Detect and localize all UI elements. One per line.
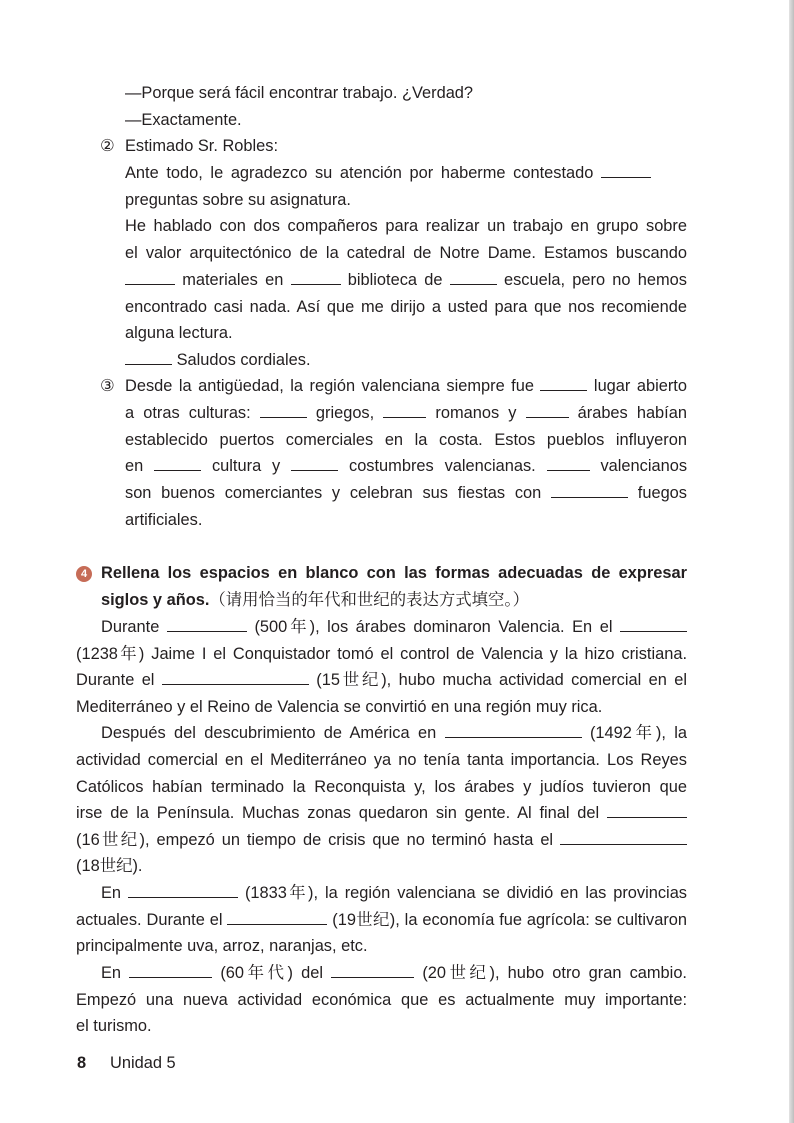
exercise-4-title-cont: siglos y años.（请用恰当的年代和世纪的表达方式填空。）: [101, 591, 530, 609]
blank[interactable]: [383, 403, 426, 418]
blank[interactable]: [125, 270, 175, 285]
blank[interactable]: [162, 670, 309, 685]
p2-line-6: (18世纪).: [76, 857, 143, 875]
p1-line-4: Mediterráneo y el Reino de Valencia se convirtió en una región muy rica.: [76, 698, 603, 716]
blank[interactable]: [547, 456, 590, 471]
page-edge-shadow: [789, 0, 794, 1123]
blank[interactable]: [128, 883, 238, 898]
text3-line-4: en cultura y costumbres valencianas. valencianos: [125, 457, 688, 475]
unit-label: Unidad 5: [110, 1054, 176, 1072]
blank[interactable]: [601, 163, 651, 178]
p3-line-3: principalmente uva, arroz, naranjas, etc.: [76, 937, 368, 955]
p2-line-5: (16世纪), empezó un tiempo de crisis que no terminó hasta el: [76, 829, 687, 851]
blank[interactable]: [291, 270, 341, 285]
text3-line-1: Desde la antigüedad, la región valenciana siempre fue lugar abierto: [125, 377, 687, 395]
p1-line-2: (1238年) Jaime I el Conquistador tomó el control de Valencia y la hizo cristiana.: [76, 645, 687, 663]
dialog-line-2: —Exactamente.: [125, 111, 242, 129]
letter-line-1: Ante todo, le agradezco su atención por haberme contestado: [125, 162, 651, 184]
letter-line-6: encontrado casi nada. Así que me dirijo a usted para que nos recomiende: [125, 298, 687, 316]
blank[interactable]: [227, 910, 327, 925]
letter-line-7: alguna lectura.: [125, 324, 233, 342]
blank[interactable]: [291, 456, 338, 471]
letter-line-5: materiales en biblioteca de escuela, pero no hemos: [125, 269, 687, 291]
blank[interactable]: [560, 830, 687, 845]
blank[interactable]: [526, 403, 569, 418]
blank[interactable]: [540, 376, 587, 391]
blank[interactable]: [450, 270, 497, 285]
page-number: 8: [77, 1054, 87, 1072]
p2-line-4: irse de la Península. Muchas zonas quedaron sin gente. Al final del: [76, 802, 687, 824]
item-2-marker: ②: [100, 137, 115, 155]
blank[interactable]: [129, 963, 212, 978]
p4-line-2: Empezó una nueva actividad económica que es actualmente muy importante:: [76, 991, 687, 1009]
blank[interactable]: [125, 350, 172, 365]
letter-line-4: el valor arquitectónico de la catedral de Notre Dame. Estamos buscando: [125, 244, 687, 262]
blank[interactable]: [445, 723, 582, 738]
p2-line-3: Católicos habían terminado la Reconquista y, los árabes y judíos tuvieron que: [76, 778, 687, 796]
text3-line-5: son buenos comerciantes y celebran sus fiestas con fuegos: [125, 484, 687, 502]
exercise-number-badge: 4: [76, 566, 92, 582]
letter-salutation: Estimado Sr. Robles:: [125, 137, 279, 155]
p2-line-1: Después del descubrimiento de América en (1492年), la: [101, 724, 688, 742]
blank[interactable]: [331, 963, 414, 978]
letter-line-2: preguntas sobre su asignatura.: [125, 191, 351, 209]
dialog-line-1: —Porque será fácil encontrar trabajo. ¿Verdad?: [125, 84, 474, 102]
blank[interactable]: [620, 617, 687, 632]
blank[interactable]: [167, 617, 247, 632]
p1-line-1: Durante (500年), los árabes dominaron Valencia. En el: [101, 616, 687, 638]
text3-line-3: establecido puertos comerciales en la costa. Estos pueblos influyeron: [125, 431, 687, 449]
letter-line-3: He hablado con dos compañeros para realizar un trabajo en grupo sobre: [125, 217, 687, 235]
p4-line-1: En (60年代) del (20世纪), hubo otro gran cambio.: [101, 964, 687, 982]
blank[interactable]: [607, 803, 687, 818]
blank[interactable]: [260, 403, 307, 418]
exercise-4-title: Rellena los espacios en blanco con las formas adecuadas de expresar: [101, 564, 687, 582]
text3-line-6: artificiales.: [125, 511, 203, 529]
p4-line-3: el turismo.: [76, 1017, 152, 1035]
text3-line-2: a otras culturas: griegos, romanos y árabes habían: [125, 404, 687, 422]
blank[interactable]: [154, 456, 201, 471]
blank[interactable]: [551, 483, 628, 498]
p2-line-2: actividad comercial en el Mediterráneo ya no tenía tanta importancia. Los Reyes: [76, 751, 687, 769]
p3-line-1: En (1833年), la región valenciana se dividió en las provincias: [101, 884, 688, 902]
p1-line-3: Durante el (15世纪), hubo mucha actividad comercial en el: [76, 671, 688, 689]
letter-closing: Saludos cordiales.: [125, 349, 311, 371]
p3-line-2: actuales. Durante el (19世纪), la economía fue agrícola: se cultivaron: [76, 911, 688, 929]
item-3-marker: ③: [100, 377, 115, 395]
